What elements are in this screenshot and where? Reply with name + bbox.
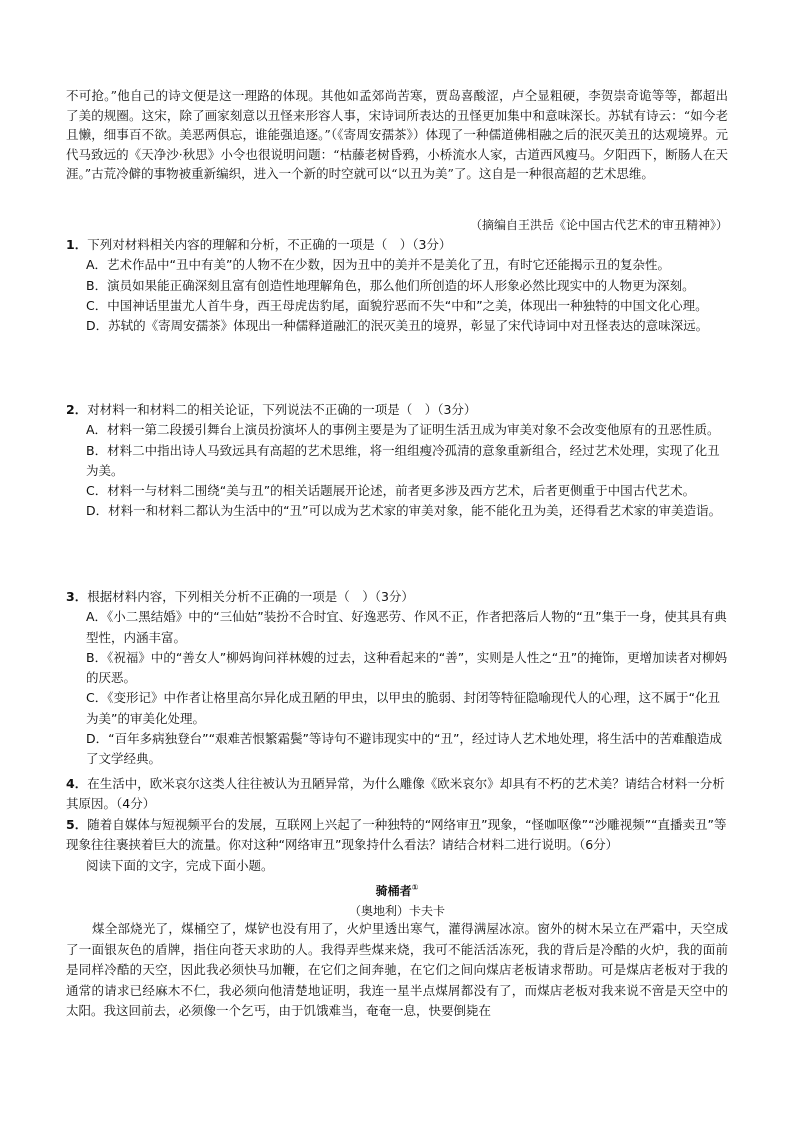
- question-2-stem: [66, 400, 730, 420]
- question-4-stem: [66, 774, 730, 815]
- question-1: [66, 235, 730, 336]
- question-4-number: 4．: [66, 776, 88, 791]
- question-5: [66, 815, 730, 876]
- question-5-text: 随着自媒体与短视频平台的发展，互联网上兴起了一种独特的“网络审丑”现象，“怪咖呕像”“沙雕视频”“直播卖丑”等现象往往裹挟着巨大的流量。你对这种“网络审丑”现象持什么看法？请结合材料二进行说明。（6分）: [66, 817, 727, 853]
- question-3-option-a: A．《小二黑结婚》中的“三仙姑”装扮不合时宜、好逸恶劳、作风不正，作者把落后人物的“丑”集于一身，使其具有典型性，内涵丰富。: [86, 609, 727, 645]
- passage-source: （摘编自王洪岳《论中国古代艺术的审丑精神》）: [469, 218, 728, 232]
- question-1-option-a: A．艺术作品中“丑中有美”的人物不在少数，因为丑中的美并不是美化了丑，有时它还能揭示丑的复杂性。: [86, 257, 671, 273]
- question-3-option-c: C．《变形记》中作者让格里高尔异化成丑陋的甲虫，以甲虫的脆弱、封闭等特征隐喻现代人的心理，这不属于“化丑为美”的审美化处理。: [86, 690, 720, 726]
- story-title-footnote-marker: ①: [411, 883, 419, 892]
- question-2: [66, 400, 730, 522]
- question-3-number: 3．: [66, 589, 88, 604]
- question-4-text: 在生活中，欧米哀尔这类人往往被认为丑陋异常，为什么雕像《欧米哀尔》却具有不朽的艺术美？请结合材料一分析其原因。（4分）: [66, 776, 725, 812]
- question-5-stem: [66, 815, 730, 856]
- question-2-option-a: A．材料一第二段援引舞台上演员扮演坏人的事例主要是为了证明生活丑成为审美对象不会改变他原有的丑恶性质。: [86, 422, 720, 438]
- question-3-option-b: B．《祝福》中的“善女人”柳妈询问祥林嫂的过去，这种看起来的“善”，实则是人性之“丑”的掩饰，更增加读者对柳妈的厌恶。: [86, 649, 728, 686]
- question-1-stem: [66, 235, 730, 255]
- question-4: [66, 774, 730, 815]
- question-2-option-c: C．材料一与材料二围绕“美与丑”的相关话题展开论述，前者更多涉及西方艺术，后者更侧重于中国古代艺术。: [86, 483, 696, 499]
- story-text: 煤全部烧光了，煤桶空了，煤铲也没有用了，火炉里透出寒气，灌得满屋冰凉。窗外的树木呆立在严霜中，天空成了一面银灰色的盾牌，指住向苍天求助的人。我得弄些煤来烧，我可不能活活冻死，我的背后是冷酷的火炉，我的面前是同样冷酷的天空，因此我必须快马加鞭，在它们之间奔驰，在它们之间向煤店老板请求帮助。可是煤店老板对于我的通常的请求已经麻木不仁，我必须向他清楚地证明，我连一星半点煤屑都没有了，而煤店老板对我来说不啻是天空中的太阳。我这回前去，必须像一个乞丐，由于饥饿难当，奄奄一息，快要倒毙在: [66, 921, 728, 1019]
- passage-continuation: 不可抢。”他自己的诗文便是这一理路的体现。其他如孟郊尚苦寒，贾岛喜酸涩，卢仝显粗硬，李贺崇奇诡等等，都超出了美的规圈。这宋，除了画家刻意以丑怪来形容人事，宋诗词所表达的丑怪更加集中和意味深长。苏轼有诗云：“如今老且懒，细事百不欲。美恶两俱忘，谁能强追逐。”（《寄周安孺茶》）体现了一种儒道佛相融之后的泯灭美丑的达观境界。元代马致远的《天净沙·秋思》小令也很说明问题：“枯藤老树昏鸦，小桥流水人家，古道西风瘦马。夕阳西下，断肠人在天涯。”古荒冷僻的事物被重新编织，进入一个新的时空就可以“以丑为美”了。这自是一种很高超的艺术思维。: [66, 88, 728, 182]
- question-3: [66, 587, 730, 770]
- question-1-option-d: D．苏轼的《寄周安孺茶》体现出一种儒释道融汇的泯灭美丑的境界，彰显了宋代诗词中对丑怪表达的意味深远。: [86, 318, 709, 334]
- question-5-number: 5．: [66, 817, 88, 832]
- question-1-option-c: C．中国神话里蚩尤人首牛身，西王母虎齿豹尾，面貌狞恶而不失“中和”之美，体现出一种独特的中国文化心理。: [86, 297, 708, 313]
- question-3-option-d: D．“百年多病独登台”“艰难苦恨繁霜鬓”等诗句不避讳现实中的“丑”，经过诗人艺术地处理，将生活中的苦难酿造成了文学经典。: [86, 731, 722, 767]
- question-2-option-d: D．材料一和材料二都认为生活中的“丑”可以成为艺术家的审美对象，能不能化丑为美，还得看艺术家的审美造诣。: [86, 503, 722, 519]
- question-3-text: 根据材料内容，下列相关分析不正确的一项是（ ）（3分）: [87, 589, 414, 604]
- question-2-text: 对材料一和材料二的相关论证，下列说法不正确的一项是（ ）（3分）: [87, 402, 477, 417]
- question-3-stem: [66, 587, 730, 607]
- question-1-option-b: B．演员如果能正确深刻且富有创造性地理解角色，那么他们所创造的坏人形象必然比现实中的人物更为深刻。: [86, 277, 695, 293]
- question-2-number: 2．: [66, 402, 88, 417]
- story-title-text: 骑桶者: [375, 884, 412, 898]
- reading-instruction: 阅读下面的文字，完成下面小题。: [86, 857, 274, 873]
- question-1-number: 1．: [66, 237, 88, 252]
- story-title: [0, 882, 794, 899]
- question-1-text: 下列对材料相关内容的理解和分析，不正确的一项是（ ）（3分）: [87, 237, 452, 252]
- story-author: （奥地利）卡夫卡: [348, 904, 445, 918]
- question-2-option-b: B．材料二中指出诗人马致远具有高超的艺术思维，将一组组瘦冷孤清的意象重新组合，经过艺术处理，实现了化丑为美。: [86, 442, 720, 478]
